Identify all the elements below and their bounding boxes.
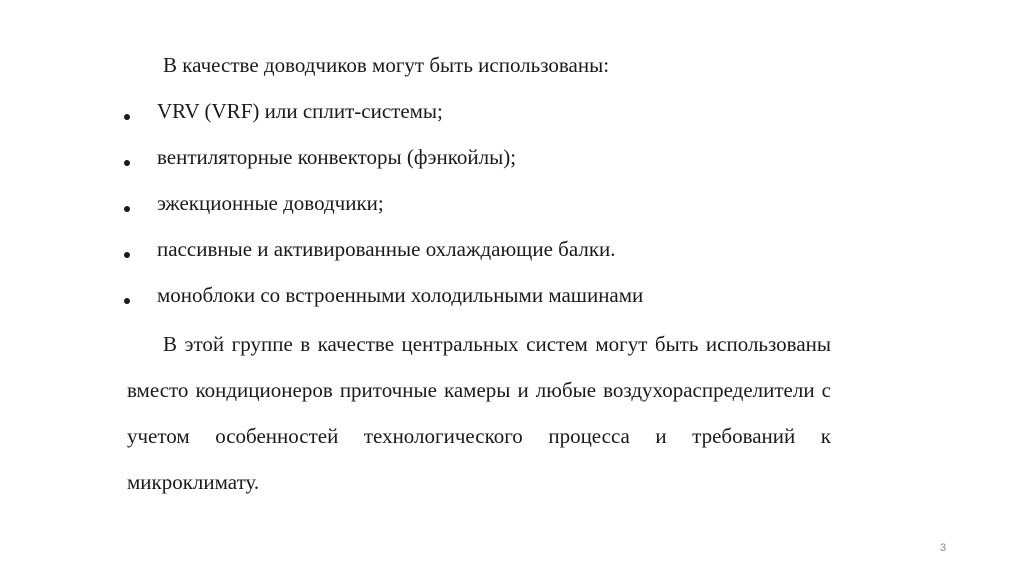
bullet-item	[124, 280, 643, 326]
intro-text: В качестве доводчиков могут быть использованы:	[163, 53, 610, 77]
bullet-item	[124, 96, 643, 142]
bullet-dot-icon	[124, 160, 130, 166]
page-number: 3	[940, 542, 947, 554]
bullet-item	[124, 234, 643, 280]
bullet-dot-icon	[124, 206, 130, 212]
bullet-text: моноблоки со встроенными холодильными машинами	[157, 283, 644, 307]
bullet-dot-icon	[124, 114, 130, 120]
bullet-item	[124, 142, 643, 188]
bullet-item	[124, 188, 643, 234]
bullet-text: VRV (VRF) или сплит-системы;	[157, 99, 443, 123]
bullet-text: пассивные и активированные охлаждающие балки.	[157, 237, 616, 261]
bullet-dot-icon	[124, 298, 130, 304]
bullet-list	[124, 96, 643, 326]
bullet-text: эжекционные доводчики;	[157, 191, 384, 215]
body-paragraph: В этой группе в качестве центральных систем могут быть использованы вместо кондиционеров приточные камеры и любые воздухораспределители с учетом особенностей технологического процесса и требований к микроклимату.	[127, 332, 831, 494]
bullet-dot-icon	[124, 252, 130, 258]
bullet-text: вентиляторные конвекторы (фэнкойлы);	[157, 145, 517, 169]
